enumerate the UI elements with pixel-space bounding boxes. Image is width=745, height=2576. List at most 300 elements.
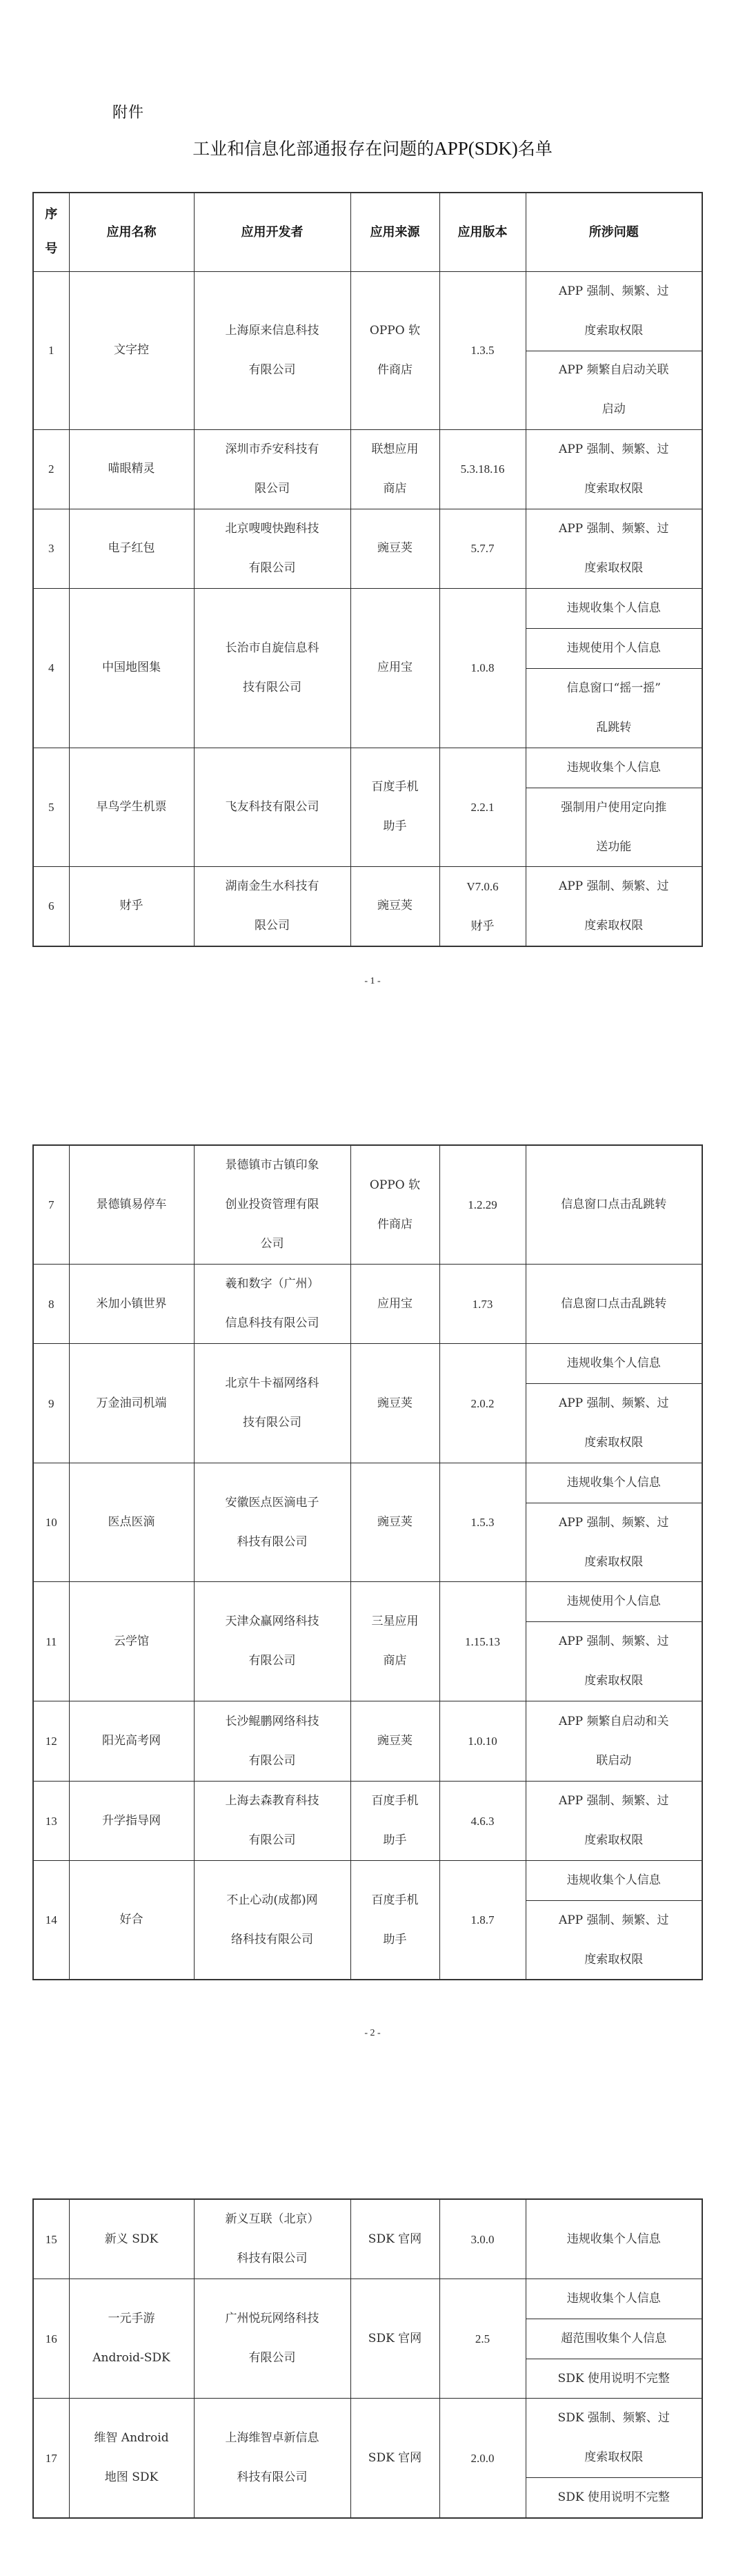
issue-item <box>526 1622 702 1701</box>
cell-source-line: 助手 <box>383 1833 407 1847</box>
issue-item <box>526 629 702 669</box>
cell-version-line: 5.7.7 <box>470 542 495 555</box>
cell-developer-line: 科技有限公司 <box>237 2252 308 2265</box>
cell-app-name-line: Android-SDK <box>92 2351 170 2365</box>
header-version: 应用版本 <box>439 193 526 271</box>
header-app-name: 应用名称 <box>69 193 194 271</box>
issue-text-line: 度索取权限 <box>584 918 644 933</box>
issue-item <box>526 1782 702 1860</box>
cell-source <box>350 1265 439 1344</box>
cell-seq: 15 <box>33 2199 69 2279</box>
cell-version <box>439 429 526 509</box>
cell-seq: 4 <box>33 588 69 748</box>
cell-developer <box>194 588 350 748</box>
cell-seq: 8 <box>33 1265 69 1344</box>
cell-issues <box>526 1782 702 1861</box>
cell-app-name-line: 地图 SDK <box>104 2470 159 2484</box>
issue-text-line: APP 强制、频繁、过 <box>558 1913 669 1927</box>
issue-text-line: 送功能 <box>596 839 632 854</box>
cell-issues <box>526 509 702 588</box>
cell-app-name <box>69 2199 194 2279</box>
issue-item <box>526 430 702 509</box>
cell-issues <box>526 1582 702 1701</box>
issue-text-line: 违规收集个人信息 <box>566 1476 661 1490</box>
table-row <box>33 1463 702 1582</box>
cell-developer-line: 有限公司 <box>248 2351 296 2365</box>
issue-item <box>526 1384 702 1463</box>
cell-source-line: 助手 <box>383 1932 407 1946</box>
cell-seq: 11 <box>33 1582 69 1701</box>
cell-developer-line: 科技有限公司 <box>237 2470 308 2484</box>
cell-app-name <box>69 271 194 429</box>
cell-app-name-line: 阳光高考网 <box>102 1734 161 1748</box>
cell-version <box>439 1701 526 1782</box>
cell-seq: 10 <box>33 1463 69 1582</box>
cell-developer-line: 创业投资管理有限 <box>225 1198 319 1211</box>
cell-app-name-line: 景德镇易停车 <box>96 1198 167 1211</box>
cell-source <box>350 588 439 748</box>
cell-developer-line: 深圳市乔安科技有 <box>225 442 319 456</box>
cell-app-name <box>69 1582 194 1701</box>
cell-developer <box>194 2199 350 2279</box>
cell-seq: 7 <box>33 1145 69 1265</box>
cell-version-line: 4.6.3 <box>470 1814 495 1828</box>
cell-source <box>350 1344 439 1463</box>
cell-app-name <box>69 588 194 748</box>
issue-text-line: APP 强制、频繁、过 <box>558 1635 669 1648</box>
cell-source-line: 百度手机 <box>371 1893 419 1907</box>
issue-text-line: 乱跳转 <box>596 720 632 734</box>
table-row <box>33 1145 702 1265</box>
cell-app-name-line: 好合 <box>119 1913 143 1926</box>
issue-text-line: SDK 强制、频繁、过 <box>557 2411 670 2425</box>
cell-version <box>439 1344 526 1463</box>
cell-source-line: 豌豆荚 <box>377 1515 413 1529</box>
cell-version-line: 2.0.2 <box>470 1396 495 1410</box>
attachment-label: 附件 <box>112 104 145 121</box>
issue-item <box>526 1265 702 1343</box>
issue-text-line: 联启动 <box>596 1753 632 1768</box>
cell-issues <box>526 2279 702 2399</box>
issue-item <box>526 1861 702 1901</box>
cell-developer-line: 长治市自旋信息科 <box>225 641 319 655</box>
cell-developer-line: 上海去森教育科技 <box>225 1794 319 1808</box>
cell-version-line: 3.0.0 <box>470 2232 495 2246</box>
cell-app-name <box>69 748 194 866</box>
cell-developer-line: 有限公司 <box>248 1753 296 1768</box>
cell-developer-line: 上海原来信息科技 <box>225 323 319 338</box>
header-seq-line: 序 <box>45 207 58 222</box>
cell-app-name <box>69 1145 194 1265</box>
cell-version <box>439 271 526 429</box>
title-prefix: 工业和信息化部通报存在问题的 <box>192 139 435 159</box>
issue-text-line: APP 频繁自启动关联 <box>558 363 669 377</box>
issue-text-line: 违规收集个人信息 <box>566 760 661 774</box>
header-source: 应用来源 <box>350 193 439 271</box>
cell-developer-line: 景德镇市古镇印象 <box>225 1158 319 1172</box>
cell-version <box>439 2399 526 2519</box>
cell-developer <box>194 2279 350 2399</box>
issue-text-line: 违规收集个人信息 <box>566 1873 661 1887</box>
cell-source-line: 豌豆荚 <box>377 1396 413 1410</box>
cell-developer-line: 络科技有限公司 <box>231 1932 313 1946</box>
cell-seq: 13 <box>33 1782 69 1861</box>
cell-app-name-line: 早鸟学生机票 <box>96 799 167 814</box>
cell-app-name-line: 云学馆 <box>114 1634 149 1648</box>
issue-text-line: 启动 <box>602 402 626 416</box>
issue-text-line: 违规收集个人信息 <box>566 601 661 615</box>
cell-developer-line: 限公司 <box>255 481 290 496</box>
cell-seq: 2 <box>33 429 69 509</box>
issue-item <box>526 509 702 588</box>
cell-issues <box>526 1463 702 1582</box>
title-latin: APP(SDK) <box>434 138 518 159</box>
cell-seq: 6 <box>33 866 69 946</box>
cell-version-line: 1.8.7 <box>470 1913 495 1926</box>
cell-issues <box>526 1265 702 1344</box>
cell-issues <box>526 1861 702 1980</box>
cell-source <box>350 1145 439 1265</box>
cell-developer <box>194 2399 350 2519</box>
cell-app-name <box>69 1463 194 1582</box>
cell-seq: 5 <box>33 748 69 866</box>
table-row <box>33 2199 702 2279</box>
issue-text-line: 度索取权限 <box>584 1674 644 1688</box>
cell-version <box>439 1145 526 1265</box>
cell-app-name-line: 财乎 <box>119 899 143 913</box>
cell-developer-line: 信息科技有限公司 <box>225 1316 319 1330</box>
cell-version-line: 1.2.29 <box>468 1198 497 1211</box>
cell-version <box>439 1463 526 1582</box>
cell-version-line: V7.0.6 <box>466 879 499 893</box>
cell-app-name-line: 电子红包 <box>108 541 155 555</box>
cell-source-line: SDK 官网 <box>368 2331 422 2345</box>
cell-app-name-line: 喵眼精灵 <box>108 462 155 476</box>
cell-developer-line: 不止心动(成都)网 <box>226 1893 318 1907</box>
issue-text-line: 违规使用个人信息 <box>566 1594 661 1608</box>
cell-source-line: 商店 <box>383 1654 407 1668</box>
cell-seq: 3 <box>33 509 69 588</box>
cell-version-line: 2.5 <box>475 2332 490 2345</box>
table-row <box>33 1265 702 1344</box>
cell-app-name-line: 米加小镇世界 <box>96 1296 167 1311</box>
cell-version-line: 财乎 <box>470 919 495 933</box>
cell-source <box>350 2279 439 2399</box>
cell-version <box>439 1861 526 1980</box>
app-list-table-page-1 <box>32 192 703 947</box>
issue-text-line: 违规使用个人信息 <box>566 641 661 655</box>
issue-item <box>526 351 702 429</box>
issue-text-line: 度索取权限 <box>584 481 644 496</box>
cell-developer <box>194 1782 350 1861</box>
cell-source-line: OPPO 软 <box>369 1178 421 1192</box>
issue-item <box>526 2478 702 2517</box>
issue-text-line: APP 强制、频繁、过 <box>558 1516 669 1530</box>
cell-developer <box>194 1861 350 1980</box>
cell-version <box>439 588 526 748</box>
cell-source-line: SDK 官网 <box>368 2232 422 2246</box>
cell-issues <box>526 748 702 866</box>
cell-developer-line: 公司 <box>260 1237 284 1251</box>
cell-seq: 17 <box>33 2399 69 2519</box>
issue-text-line: 违规收集个人信息 <box>566 2232 661 2246</box>
page-number-2: - 2 - <box>364 2028 381 2038</box>
table-row <box>33 1861 702 1980</box>
issue-text-line: 违规收集个人信息 <box>566 2292 661 2305</box>
cell-developer <box>194 866 350 946</box>
issue-text-line: 度索取权限 <box>584 1436 644 1450</box>
cell-version <box>439 1265 526 1344</box>
cell-developer-line: 有限公司 <box>248 1654 296 1668</box>
issue-text-line: APP 强制、频繁、过 <box>558 284 669 298</box>
cell-version-line: 2.2.1 <box>470 800 495 814</box>
cell-app-name <box>69 509 194 588</box>
cell-source-line: 件商店 <box>377 1217 413 1231</box>
cell-source <box>350 1701 439 1782</box>
cell-seq: 12 <box>33 1701 69 1782</box>
issue-text-line: 信息窗口“摇一摇” <box>566 681 661 695</box>
cell-source-line: 商店 <box>383 481 407 496</box>
cell-issues <box>526 1344 702 1463</box>
cell-source-line: 豌豆荚 <box>377 1734 413 1748</box>
cell-source-line: 件商店 <box>377 362 413 377</box>
cell-app-name-line: 医点医滴 <box>108 1515 155 1529</box>
cell-version <box>439 2199 526 2279</box>
cell-app-name-line: 中国地图集 <box>102 661 161 674</box>
issue-item <box>526 1463 702 1503</box>
issue-item <box>526 1344 702 1384</box>
table-row <box>33 866 702 946</box>
cell-version <box>439 866 526 946</box>
table-row <box>33 1582 702 1701</box>
cell-developer <box>194 1701 350 1782</box>
issue-text-line: APP 频繁自启动和关 <box>558 1714 669 1728</box>
issue-text-line: 信息窗口点击乱跳转 <box>561 1198 667 1211</box>
issue-text-line: 度索取权限 <box>584 1555 644 1569</box>
cell-source-line: 豌豆荚 <box>377 541 413 555</box>
page-number-1: - 1 - <box>364 976 381 986</box>
cell-source-line: 三星应用 <box>371 1614 419 1628</box>
cell-app-name-line: 升学指导网 <box>102 1813 161 1828</box>
cell-developer-line: 有限公司 <box>248 1833 296 1847</box>
cell-developer-line: 限公司 <box>255 918 290 933</box>
header-seq <box>33 193 69 271</box>
cell-developer-line: 长沙鲲鹏网络科技 <box>225 1714 319 1728</box>
issue-item <box>526 669 702 748</box>
cell-developer <box>194 748 350 866</box>
cell-app-name <box>69 2279 194 2399</box>
cell-source <box>350 1782 439 1861</box>
document-title <box>0 135 745 160</box>
issue-item <box>526 788 702 867</box>
cell-version <box>439 1782 526 1861</box>
cell-issues <box>526 2399 702 2519</box>
cell-issues <box>526 1145 702 1265</box>
issue-text-line: SDK 使用说明不完整 <box>557 2372 670 2385</box>
cell-developer <box>194 1463 350 1582</box>
table-row <box>33 588 702 748</box>
cell-developer <box>194 429 350 509</box>
cell-developer <box>194 1582 350 1701</box>
cell-issues <box>526 271 702 429</box>
issue-item <box>526 1146 702 1264</box>
cell-issues <box>526 2199 702 2279</box>
issue-text-line: 度索取权限 <box>584 560 644 575</box>
cell-source-line: 助手 <box>383 819 407 833</box>
table-row <box>33 429 702 509</box>
cell-issues <box>526 866 702 946</box>
cell-issues <box>526 588 702 748</box>
issue-text-line: 度索取权限 <box>584 2450 644 2464</box>
cell-version <box>439 748 526 866</box>
cell-version <box>439 1582 526 1701</box>
cell-developer-line: 安徽医点医滴电子 <box>225 1495 319 1510</box>
cell-issues <box>526 429 702 509</box>
issue-text-line: 度索取权限 <box>584 1833 644 1847</box>
issue-item <box>526 748 702 788</box>
cell-developer-line: 科技有限公司 <box>237 1534 308 1549</box>
issue-text-line: APP 强制、频繁、过 <box>558 442 669 456</box>
issue-item <box>526 1901 702 1979</box>
cell-seq: 16 <box>33 2279 69 2399</box>
issue-item <box>526 1701 702 1781</box>
app-list-table-page-2 <box>32 1144 703 1980</box>
cell-developer-line: 天津众赢网络科技 <box>225 1614 319 1628</box>
issue-item <box>526 2399 702 2478</box>
table-row <box>33 1344 702 1463</box>
issue-item <box>526 2279 702 2319</box>
cell-source <box>350 271 439 429</box>
issue-text-line: APP 强制、频繁、过 <box>558 521 669 536</box>
cell-source <box>350 429 439 509</box>
issue-item <box>526 2359 702 2399</box>
cell-source-line: 百度手机 <box>371 1794 419 1808</box>
cell-version-line: 1.5.3 <box>470 1516 495 1529</box>
cell-app-name <box>69 1265 194 1344</box>
cell-seq: 14 <box>33 1861 69 1980</box>
issue-text-line: 度索取权限 <box>584 323 644 338</box>
issue-text-line: 信息窗口点击乱跳转 <box>561 1296 667 1311</box>
cell-developer <box>194 1265 350 1344</box>
issue-text-line: APP 强制、频繁、过 <box>558 879 669 893</box>
cell-source-line: 百度手机 <box>371 780 419 794</box>
cell-developer-line: 技有限公司 <box>243 1416 301 1430</box>
cell-version-line: 1.3.5 <box>470 344 495 357</box>
cell-developer <box>194 271 350 429</box>
cell-app-name-line: 维智 Android <box>94 2431 169 2445</box>
issue-item <box>526 1503 702 1582</box>
cell-source <box>350 2399 439 2519</box>
issue-text-line: APP 强制、频繁、过 <box>558 1794 669 1808</box>
cell-version <box>439 509 526 588</box>
title-suffix: 名单 <box>517 139 553 159</box>
cell-source <box>350 1861 439 1980</box>
cell-source-line: 联想应用 <box>371 442 419 456</box>
issue-text-line: 度索取权限 <box>584 1952 644 1967</box>
cell-app-name <box>69 2399 194 2519</box>
cell-developer <box>194 1145 350 1265</box>
table-row <box>33 748 702 866</box>
cell-app-name-line: 新义 SDK <box>104 2232 159 2246</box>
cell-developer <box>194 509 350 588</box>
issue-text-line: APP 强制、频繁、过 <box>558 1396 669 1410</box>
cell-version-line: 1.73 <box>472 1297 493 1311</box>
cell-source-line: 应用宝 <box>377 661 413 674</box>
cell-version-line: 1.0.8 <box>470 661 495 674</box>
table-row <box>33 1782 702 1861</box>
issue-item <box>526 1582 702 1622</box>
cell-version-line: 5.3.18.16 <box>460 462 505 476</box>
cell-developer <box>194 1344 350 1463</box>
cell-developer-line: 广州悦玩网络科技 <box>225 2312 319 2325</box>
cell-developer-line: 飞友科技有限公司 <box>225 799 319 814</box>
cell-app-name-line: 万金油司机端 <box>96 1396 167 1410</box>
cell-app-name <box>69 429 194 509</box>
cell-source <box>350 2199 439 2279</box>
cell-source <box>350 748 439 866</box>
cell-developer-line: 新义互联（北京） <box>225 2212 319 2226</box>
cell-issues <box>526 1701 702 1782</box>
header-developer: 应用开发者 <box>194 193 350 271</box>
cell-developer-line: 湖南金生水科技有 <box>225 879 319 893</box>
issue-item <box>526 272 702 351</box>
header-issues: 所涉问题 <box>526 193 702 271</box>
issue-item <box>526 2201 702 2279</box>
cell-source-line: 应用宝 <box>377 1296 413 1311</box>
cell-source-line: SDK 官网 <box>368 2450 422 2465</box>
table-row <box>33 271 702 429</box>
cell-developer-line: 技有限公司 <box>243 680 301 694</box>
issue-text-line: 强制用户使用定向推 <box>561 800 667 814</box>
cell-developer-line: 北京嗖嗖快跑科技 <box>225 521 319 536</box>
cell-seq: 1 <box>33 271 69 429</box>
table-row <box>33 2279 702 2399</box>
issue-item <box>526 2319 702 2359</box>
cell-app-name <box>69 866 194 946</box>
table-header-row <box>33 193 702 271</box>
issue-text-line: SDK 使用说明不完整 <box>557 2490 670 2504</box>
cell-seq: 9 <box>33 1344 69 1463</box>
cell-app-name <box>69 1701 194 1782</box>
sdk-list-table-page-3 <box>32 2198 703 2519</box>
header-seq-line: 号 <box>45 242 58 257</box>
cell-developer-line: 有限公司 <box>248 362 296 377</box>
issue-item <box>526 589 702 629</box>
cell-source <box>350 1582 439 1701</box>
cell-version <box>439 2279 526 2399</box>
cell-version-line: 1.15.13 <box>465 1635 500 1648</box>
cell-source-line: 豌豆荚 <box>377 899 413 913</box>
cell-source <box>350 509 439 588</box>
issue-text-line: 违规收集个人信息 <box>566 1356 661 1370</box>
cell-source <box>350 866 439 946</box>
cell-developer-line: 上海维智卓新信息 <box>225 2431 319 2445</box>
cell-source-line: OPPO 软 <box>369 323 421 338</box>
cell-developer-line: 羲和数字（广州） <box>225 1277 319 1291</box>
cell-source <box>350 1463 439 1582</box>
cell-developer-line: 北京牛卡福网络科 <box>225 1376 319 1390</box>
table-row <box>33 509 702 588</box>
cell-app-name <box>69 1782 194 1861</box>
table-row <box>33 2399 702 2519</box>
cell-app-name <box>69 1344 194 1463</box>
cell-app-name-line: 一元手游 <box>108 2312 155 2325</box>
cell-developer-line: 有限公司 <box>248 560 296 575</box>
issue-text-line: 超范围收集个人信息 <box>561 2332 667 2345</box>
cell-version-line: 1.0.10 <box>468 1735 497 1748</box>
issue-item <box>526 867 702 946</box>
cell-app-name-line: 文字控 <box>114 343 149 357</box>
